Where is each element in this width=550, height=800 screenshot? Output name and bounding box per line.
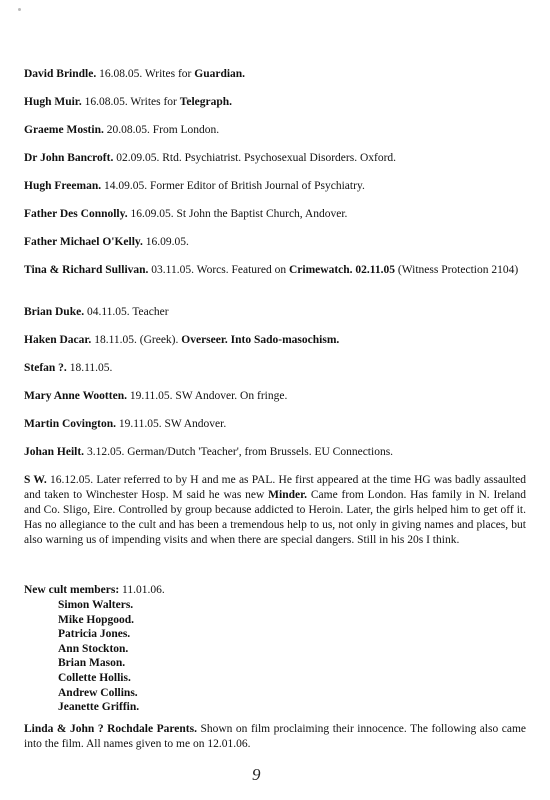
entry-des-connolly: Father Des Connolly. 16.09.05. St John the Baptist Church, Andover. — [24, 208, 348, 220]
list-item: Collette Hollis. — [58, 671, 131, 684]
list-item: Andrew Collins. — [58, 686, 138, 699]
entry-hugh-muir: Hugh Muir. 16.08.05. Writes for Telegraph. — [24, 96, 233, 108]
entry-mary-anne-wootten: Mary Anne Wootten. 19.11.05. SW Andover. On fringe. — [24, 390, 288, 402]
entry-haken-dacar: Haken Dacar. 18.11.05. (Greek). Overseer. Into Sado-masochism. — [24, 334, 340, 346]
list-item: Jeanette Griffin. — [58, 701, 140, 714]
list-item: Simon Walters. — [58, 599, 134, 611]
entry-linda-john: Linda & John ? Rochdale Parents. Shown on film proclaiming their innocence. The following also came into the film. All names given to me on 12.01.06. — [24, 723, 526, 750]
page-number: 9 — [252, 765, 261, 784]
scan-speck — [18, 8, 21, 11]
entry-stefan: Stefan ?. 18.11.05. — [24, 362, 113, 374]
entry-david-brindle: David Brindle. 16.08.05. Writes for Guardian. — [24, 68, 246, 80]
list-item: Patricia Jones. — [58, 628, 131, 641]
entry-sullivan: Tina & Richard Sullivan. 03.11.05. Worcs. Featured on Crimewatch. 02.11.05 (Witness Protection 2104) — [24, 264, 519, 276]
entry-johan-heilt: Johan Heilt. 3.12.05. German/Dutch 'Teacher', from Brussels. EU Connections. — [24, 446, 394, 458]
list-item: Mike Hopgood. — [58, 613, 135, 626]
entry-john-bancroft: Dr John Bancroft. 02.09.05. Rtd. Psychiatrist. Psychosexual Disorders. Oxford. — [24, 152, 397, 164]
entry-hugh-freeman: Hugh Freeman. 14.09.05. Former Editor of British Journal of Psychiatry. — [24, 180, 365, 192]
entry-brian-duke: Brian Duke. 04.11.05. Teacher — [24, 306, 169, 318]
entry-martin-covington: Martin Covington. 19.11.05. SW Andover. — [24, 418, 227, 430]
new-cult-heading: New cult members: 11.01.06. — [24, 584, 165, 596]
list-item: Brian Mason. — [58, 657, 126, 670]
list-item: Ann Stockton. — [58, 642, 129, 655]
new-cult-member-list — [58, 598, 139, 715]
entry-sw-paragraph: S W. 16.12.05. Later referred to by H and me as PAL. He first appeared at the time HG was badly assaulted and taken to Winchester Hosp. M said he was new Minder. Came from London. Has family in N. Ireland and Co. Sligo, Eire. Controlled by group because addicted to Heroin. Later, the girls helped him to get off it. Has no allegiance to the cult and has been a tremendous help to us, not only in giving names and places, but also warning us of impending visits and when there are special dangers. Still in his 20s I think. — [24, 474, 527, 546]
entry-michael-okelly: Father Michael O'Kelly. 16.09.05. — [24, 236, 189, 248]
entry-graeme-mostin: Graeme Mostin. 20.08.05. From London. — [24, 124, 220, 136]
